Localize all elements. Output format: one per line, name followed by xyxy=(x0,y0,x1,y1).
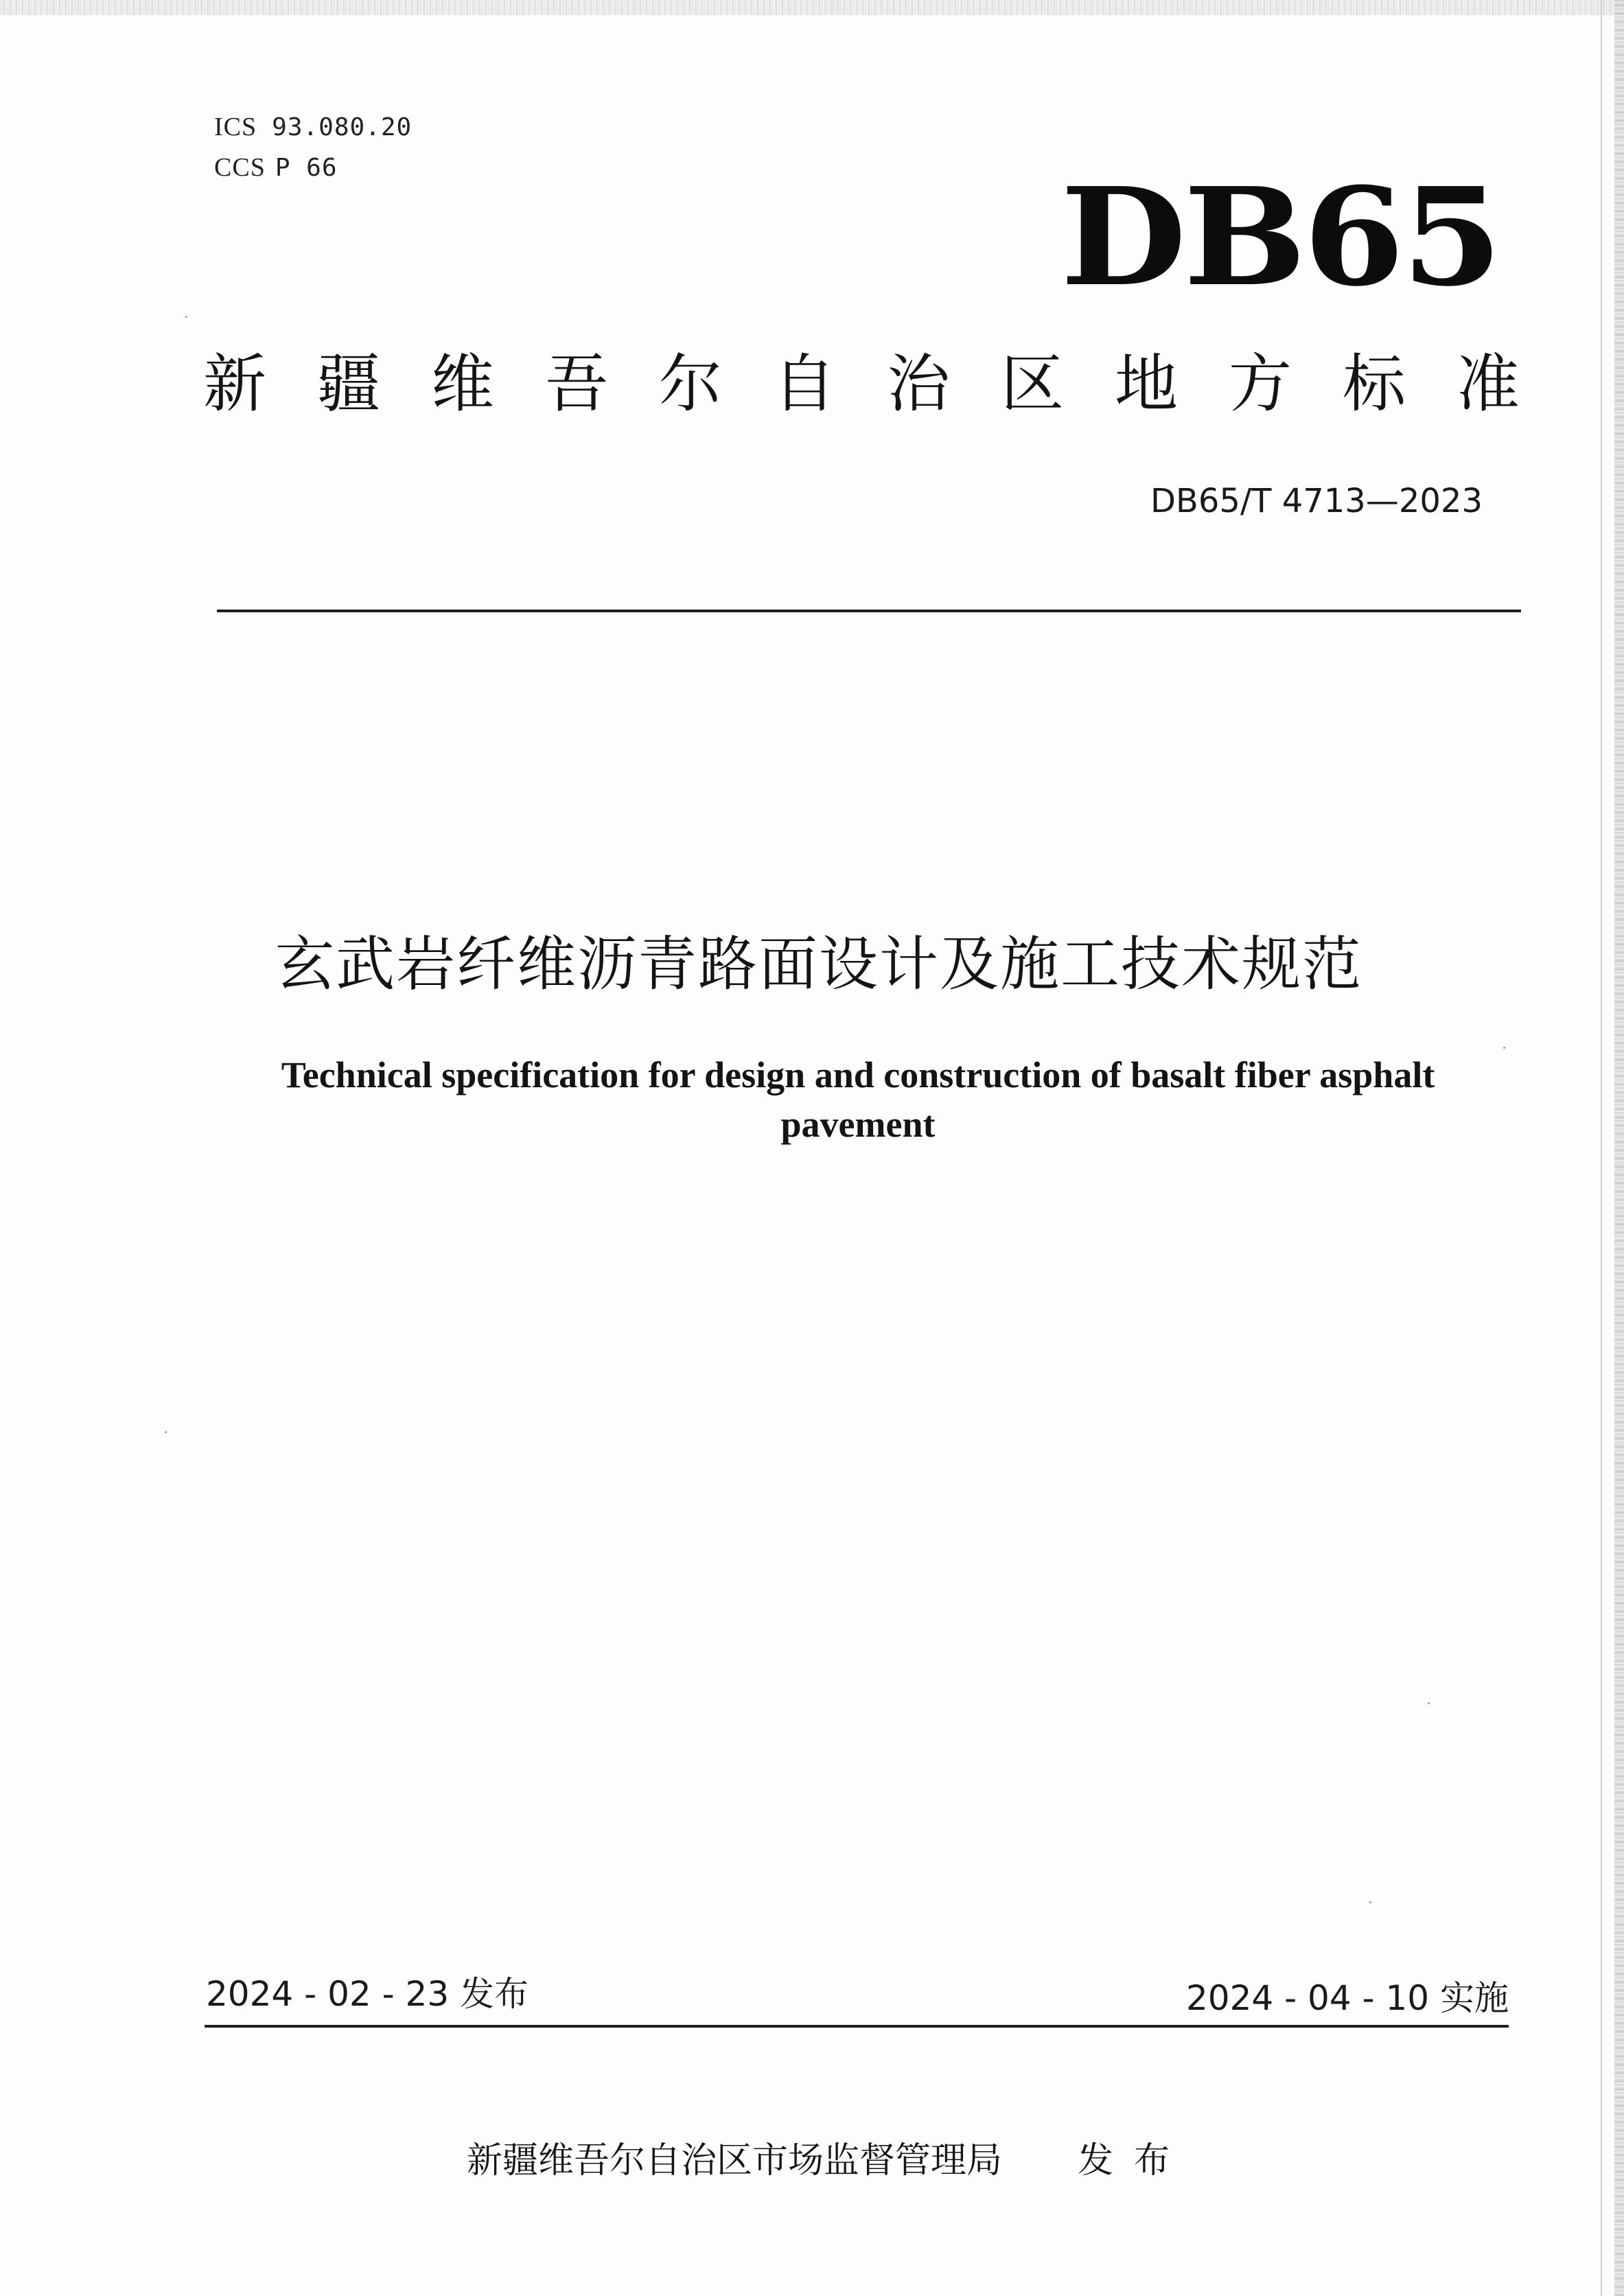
scan-edge-top xyxy=(0,0,1624,15)
title-chinese: 玄武岩纤维沥青路面设计及施工技术规范 xyxy=(275,930,1362,999)
ics-row xyxy=(214,107,412,148)
ics-label: ICS xyxy=(214,113,257,141)
footer-divider xyxy=(205,2025,1509,2028)
title-english-line-2: pavement xyxy=(780,1104,936,1145)
scan-edge-right xyxy=(1614,0,1624,2296)
standard-number: DB65/T 4713—2023 xyxy=(1150,482,1483,520)
scan-speck xyxy=(185,316,187,318)
scan-speck xyxy=(1503,1047,1505,1049)
standard-level-heading: 新疆维吾尔自治区地方标准 xyxy=(203,347,1571,421)
title-english-line-1: Technical specification for design and construction of basalt fiber asphalt xyxy=(281,1054,1435,1095)
issuer-line xyxy=(467,2133,1190,2188)
ccs-label: CCS xyxy=(214,153,266,182)
ics-code: 93.080.20 xyxy=(272,113,413,141)
header-divider xyxy=(217,610,1521,612)
scan-edge-line xyxy=(1601,0,1602,2296)
issuer-action: 发布 xyxy=(1078,2140,1191,2181)
scan-speck xyxy=(1428,1702,1430,1704)
publish-date: 2024 - 02 - 23 发布 xyxy=(206,1974,529,2014)
scan-speck xyxy=(165,1431,167,1433)
scan-speck xyxy=(1369,1901,1371,1903)
issuer-name: 新疆维吾尔自治区市场监督管理局 xyxy=(467,2140,1003,2181)
ccs-row xyxy=(214,148,412,188)
ccs-code: P 66 xyxy=(275,154,338,182)
classification-codes xyxy=(214,107,412,188)
implement-date: 2024 - 04 - 10 实施 xyxy=(1185,1978,1509,2018)
title-english xyxy=(227,1050,1489,1149)
db65-logo: DB65 xyxy=(1060,159,1500,316)
